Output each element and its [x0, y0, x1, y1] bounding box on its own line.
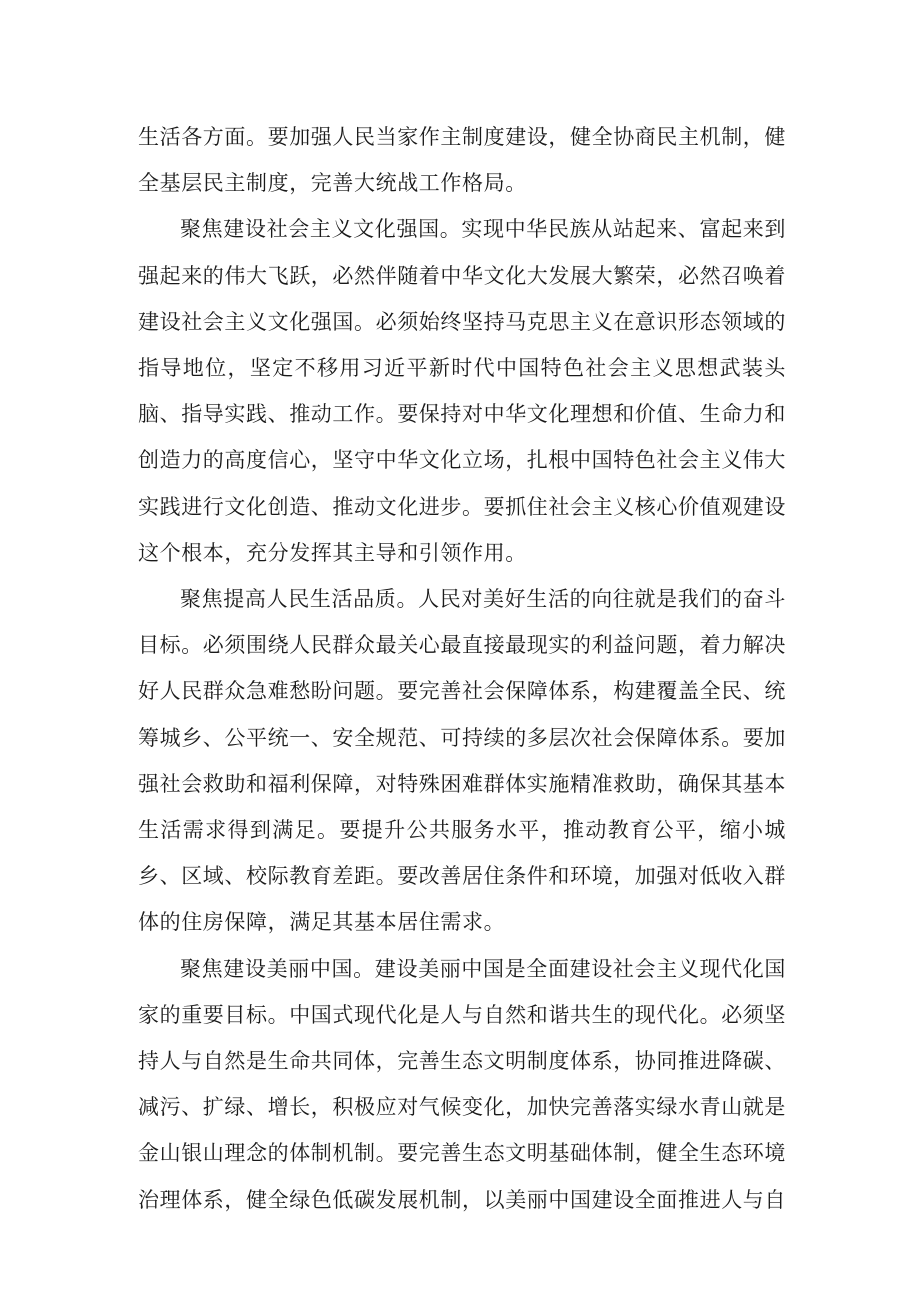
paragraph-culture: 聚焦建设社会主义文化强国。实现中华民族从站起来、富起来到强起来的伟大飞跃，必然伴随着中华文化大发展大繁荣，必然召唤着建设社会主义文化强国。必须始终坚持马克思主义在意识形态领域的指导地位，坚定不移用习近平新时代中国特色社会主义思想武装头脑、指导实践、推动工作。要保持对中华文化理想和价值、生命力和创造力的高度信心，坚守中华文化立场，扎根中国特色社会主义伟大实践进行文化创造、推动文化进步。要抓住社会主义核心价值观建设这个根本，充分发挥其主导和引领作用。	[138, 217, 786, 565]
paragraph-ecology: 聚焦建设美丽中国。建设美丽中国是全面建设社会主义现代化国家的重要目标。中国式现代化是人与自然和谐共生的现代化。必须坚持人与自然是生命共同体，完善生态文明制度体系，协同推进降碳、减污、扩绿、增长，积极应对气候变化，加快完善落实绿水青山就是金山银山理念的体制机制。要完善生态文明基础体制，健全生态环境治理体系，健全绿色低碳发展机制，以美丽中国建设全面推进人与自	[138, 956, 786, 1212]
paragraph-livelihood: 聚焦提高人民生活品质。人民对美好生活的向往就是我们的奋斗目标。必须围绕人民群众最关心最直接最现实的利益问题，着力解决好人民群众急难愁盼问题。要完善社会保障体系，构建覆盖全民、统筹城乡、公平统一、安全规范、可持续的多层次社会保障体系。要加强社会救助和福利保障，对特殊困难群体实施精准救助，确保其基本生活需求得到满足。要提升公共服务水平，推动教育公平，缩小城乡、区域、校际教育差距。要改善居住条件和环境，加强对低收入群体的住房保障，满足其基本居住需求。	[138, 587, 786, 935]
paragraph-continuation: 生活各方面。要加强人民当家作主制度建设，健全协商民主机制，健全基层民主制度，完善大统战工作格局。	[138, 125, 786, 196]
document-body	[138, 114, 786, 1223]
